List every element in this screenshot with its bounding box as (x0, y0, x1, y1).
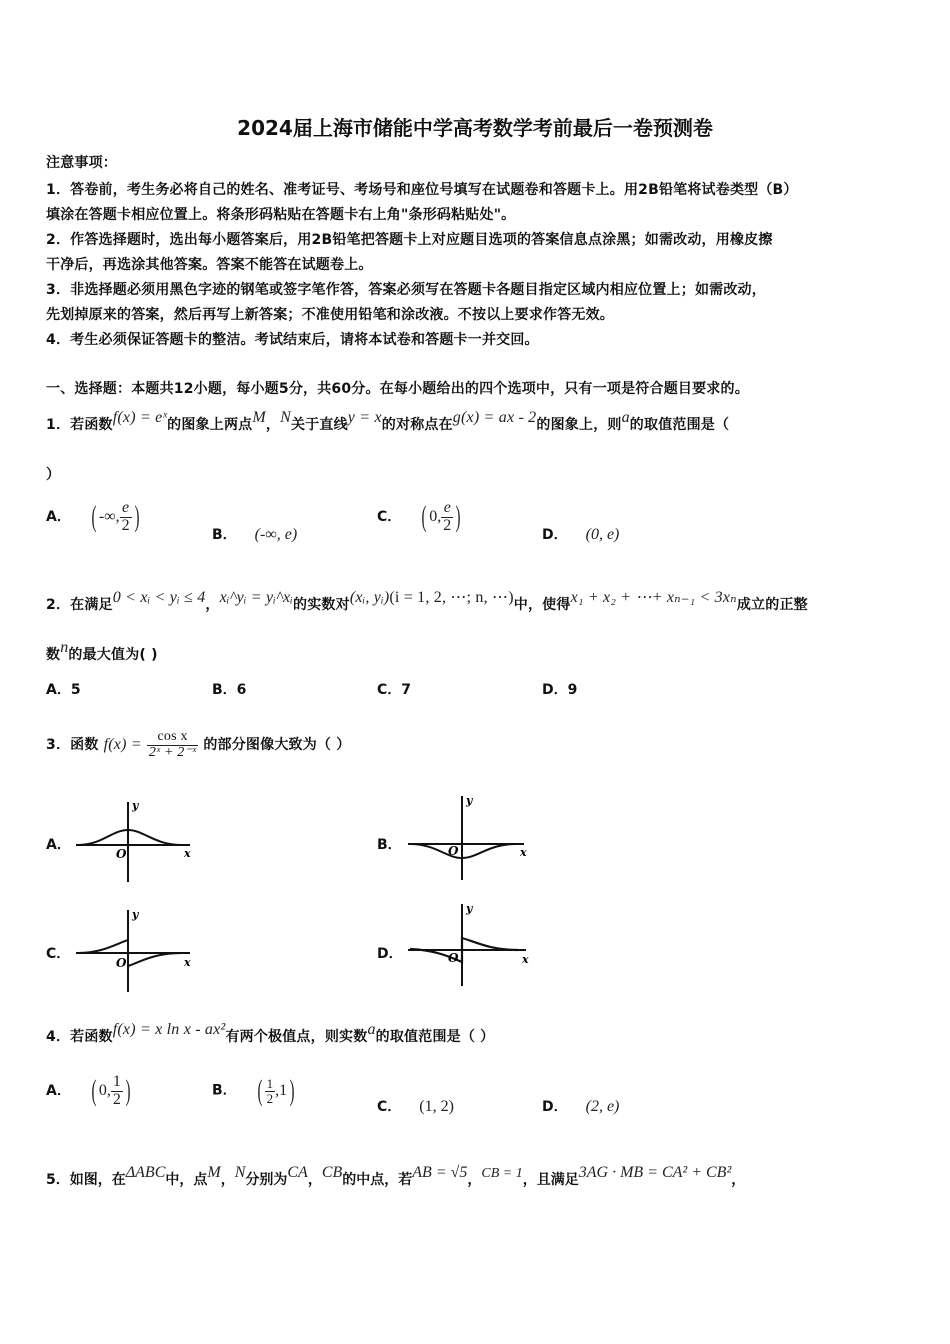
q4-option-c (377, 1096, 454, 1116)
q1-text: 的取值范围是（ (629, 417, 730, 433)
q3-graph-a (72, 796, 200, 886)
q1-option-a (46, 500, 142, 535)
x-axis-label: x (184, 956, 191, 969)
q2-text: ， (205, 597, 220, 613)
q5-formula: N (234, 1164, 246, 1181)
q5-formula: CB = 1 (481, 1166, 523, 1181)
q2-text: 的实数对 (293, 597, 350, 613)
q1-text: 1．若函数 (46, 417, 113, 433)
q3-option-b-label: B． (377, 837, 402, 853)
y-axis-label: y (466, 794, 473, 807)
q5-text: ， (307, 1172, 322, 1188)
option-label: C． (377, 682, 402, 698)
q5-text: ，且满足 (522, 1172, 579, 1188)
y-axis-label: y (132, 799, 139, 812)
q2-formula: 0 < xᵢ < yᵢ ≤ 4 (112, 589, 206, 606)
q2-text: 的最大值为( ) (68, 647, 158, 663)
q3-text: 的部分图像大致为（ ） (203, 737, 351, 754)
question-1 (46, 409, 730, 434)
q1-formula: g(x) = ax - 2 (452, 409, 537, 426)
notice-line: 2．作答选择题时，选出每小题答案后，用2B铅笔把答题卡上对应题目选项的答案信息点涂黑；如需改动，用橡皮擦 (46, 232, 773, 248)
notice-line: 3．非选择题必须用黑色字迹的钢笔或签字笔作答，答案必须写在答题卡各题目指定区域内相应位置上；如需改动， (46, 282, 766, 298)
interval-left: -∞, (98, 507, 120, 525)
q1-option-c (377, 500, 463, 535)
q4-formula: a (367, 1021, 376, 1038)
q2-formula: n (60, 639, 69, 656)
q5-formula: M (207, 1164, 221, 1181)
q4-text: 4．若函数 (46, 1029, 113, 1045)
q4-text: 有两个极值点，则实数 (225, 1029, 368, 1045)
denominator: 2 (112, 1090, 121, 1108)
q2-text: 中，使得 (513, 597, 571, 613)
numerator: 1 (266, 1075, 274, 1091)
numerator: e (120, 500, 132, 518)
option-value: ( 0, $\frac{e}{2}$ ) (421, 499, 461, 534)
q5-text: ， (220, 1172, 235, 1188)
page-title: 2024届上海市储能中学高考数学考前最后一卷预测卷 (237, 116, 713, 140)
option-value: ( -∞, $\frac{e}{2}$ ) (91, 499, 140, 534)
option-label: C． (377, 1099, 402, 1115)
fraction (111, 1074, 123, 1109)
q3-option-c-label: C． (46, 946, 71, 962)
origin-label: O (116, 956, 127, 970)
x-axis-label: x (522, 953, 529, 966)
notice-line: 先划掉原来的答案，然后再写上新答案；不准使用铅笔和涂改液。不按以上要求作答无效。 (46, 307, 614, 323)
q2-option-d (542, 679, 577, 699)
x-axis-label: x (184, 847, 191, 860)
q2-formula: x₁ + x₂ + ⋯+ xₙ₋₁ < 3xₙ (570, 589, 737, 606)
q3-text: 3．函数 (46, 737, 99, 754)
q5-text: 分别为 (245, 1172, 288, 1188)
q1-text: 的图象上，则 (536, 417, 622, 433)
option-label: B． (212, 1082, 237, 1099)
option-label: B． (212, 527, 237, 543)
interval-right: ,1 (275, 1081, 288, 1099)
option-value: 6 (236, 682, 247, 698)
notice-line: 填涂在答题卡相应位置上。将条形码粘贴在答题卡右上角"条形码粘贴处"。 (46, 207, 516, 223)
question-3 (46, 730, 350, 760)
q2-option-b (212, 679, 246, 699)
x-axis-label: x (520, 846, 527, 859)
option-value: 7 (401, 682, 412, 698)
origin-label: O (448, 951, 459, 965)
option-value: 9 (567, 682, 578, 698)
fraction (441, 500, 453, 535)
denominator: 2 (121, 516, 130, 534)
option-label: D． (542, 682, 568, 698)
option-value: ( $\frac{1}{2}$ ,1) (257, 1074, 295, 1107)
q1-text: 的图象上两点 (167, 417, 253, 433)
q3-formula: f(x) = (103, 736, 142, 754)
q3-graph-b (404, 792, 532, 882)
fraction (265, 1077, 276, 1105)
q5-text: 5．如图，在 (46, 1172, 126, 1188)
q4-text: 的取值范围是（ ） (375, 1029, 495, 1045)
numerator: cos x (147, 730, 198, 746)
q1-text: 的对称点在 (381, 417, 453, 433)
q1-text: 关于直线 (290, 417, 348, 433)
q5-formula: CB (321, 1164, 343, 1181)
interval-left: 0, (429, 507, 442, 525)
q1-option-d (542, 524, 619, 544)
q2-option-a (46, 679, 81, 699)
q5-formula: AB = √5 (412, 1164, 468, 1181)
q3-graph-c (72, 904, 200, 994)
fraction (147, 730, 198, 760)
fraction (120, 500, 132, 535)
option-value: (1, 2) (419, 1098, 454, 1115)
question-4 (46, 1021, 495, 1046)
q1-formula: M (252, 409, 266, 426)
option-value: (0, e) (585, 526, 620, 543)
q3-option-d-label: D． (377, 946, 403, 962)
option-label: A． (46, 508, 71, 525)
denominator: 2 (443, 516, 452, 534)
option-value: ( 0, $\frac{1}{2}$ ) (91, 1073, 131, 1108)
option-label: B． (212, 682, 237, 698)
section-heading: 一、选择题：本题共12小题，每小题5分，共60分。在每小题给出的四个选项中，只有一项是符合题目要求的。 (46, 381, 749, 397)
q3-option-a-label: A． (46, 837, 71, 853)
q2-continuation (46, 639, 158, 664)
q1-text: ， (265, 417, 281, 433)
question-5 (46, 1164, 746, 1189)
q1-formula: a (621, 409, 630, 426)
origin-label: O (116, 847, 127, 861)
q5-text: 的中点，若 (342, 1172, 413, 1188)
question-2 (46, 589, 808, 614)
q5-formula: ΔABC (125, 1164, 166, 1181)
option-value: 5 (70, 682, 81, 698)
option-label: C． (377, 508, 402, 525)
q2-formula: (xᵢ, yᵢ) (349, 589, 390, 606)
q2-option-c (377, 679, 411, 699)
option-label: D． (542, 527, 568, 543)
interval-left: 0, (98, 1081, 111, 1099)
q2-text: 成立的正整 (736, 597, 808, 613)
q1-option-b (212, 524, 297, 544)
q5-formula: 3AG · MB = CA² + CB² (578, 1164, 732, 1181)
denominator: 2 (266, 1090, 274, 1106)
q4-option-d (542, 1096, 619, 1116)
q1-formula: f(x) = eˣ (112, 409, 168, 426)
y-axis-label: y (466, 902, 473, 915)
q2-formula: xᵢ^yᵢ = yᵢ^xᵢ (219, 589, 294, 606)
notice-line: 1．答卷前，考生务必将自己的姓名、准考证号、考场号和座位号填写在试题卷和答题卡上。用2B铅笔将试卷类型（B） (46, 182, 798, 198)
notice-heading: 注意事项： (46, 155, 117, 171)
notice-line: 4．考生必须保证答题卡的整洁。考试结束后，请将本试卷和答题卡一并交回。 (46, 332, 539, 348)
q1-formula: y = x (347, 409, 382, 426)
q5-text: ， (731, 1172, 746, 1188)
y-axis-label: y (132, 908, 139, 921)
q1-continuation: ） (46, 467, 61, 483)
option-label: A． (46, 682, 71, 698)
q4-option-a (46, 1074, 133, 1109)
option-label: A． (46, 1082, 71, 1099)
notice-line: 干净后，再选涂其他答案。答案不能答在试题卷上。 (46, 257, 373, 273)
numerator: e (441, 500, 453, 518)
origin-label: O (448, 844, 459, 858)
q4-option-b (212, 1074, 297, 1108)
q2-text: 数 (46, 647, 61, 663)
q2-text: 2．在满足 (46, 597, 113, 613)
denominator: 2ˣ + 2⁻ˣ (148, 744, 197, 760)
option-label: D． (542, 1099, 568, 1115)
q5-text: 中，点 (165, 1172, 208, 1188)
q2-formula: (i = 1, 2, ⋯; n, ⋯) (389, 589, 514, 606)
q1-formula: N (280, 409, 291, 426)
option-value: (-∞, e) (254, 526, 298, 543)
numerator: 1 (112, 1073, 121, 1090)
q4-formula: f(x) = x ln x - ax² (112, 1021, 226, 1038)
q5-formula: CA (287, 1164, 308, 1181)
option-value: (2, e) (585, 1098, 620, 1115)
q5-text: ， (467, 1172, 482, 1188)
q3-graph-d (404, 898, 532, 988)
